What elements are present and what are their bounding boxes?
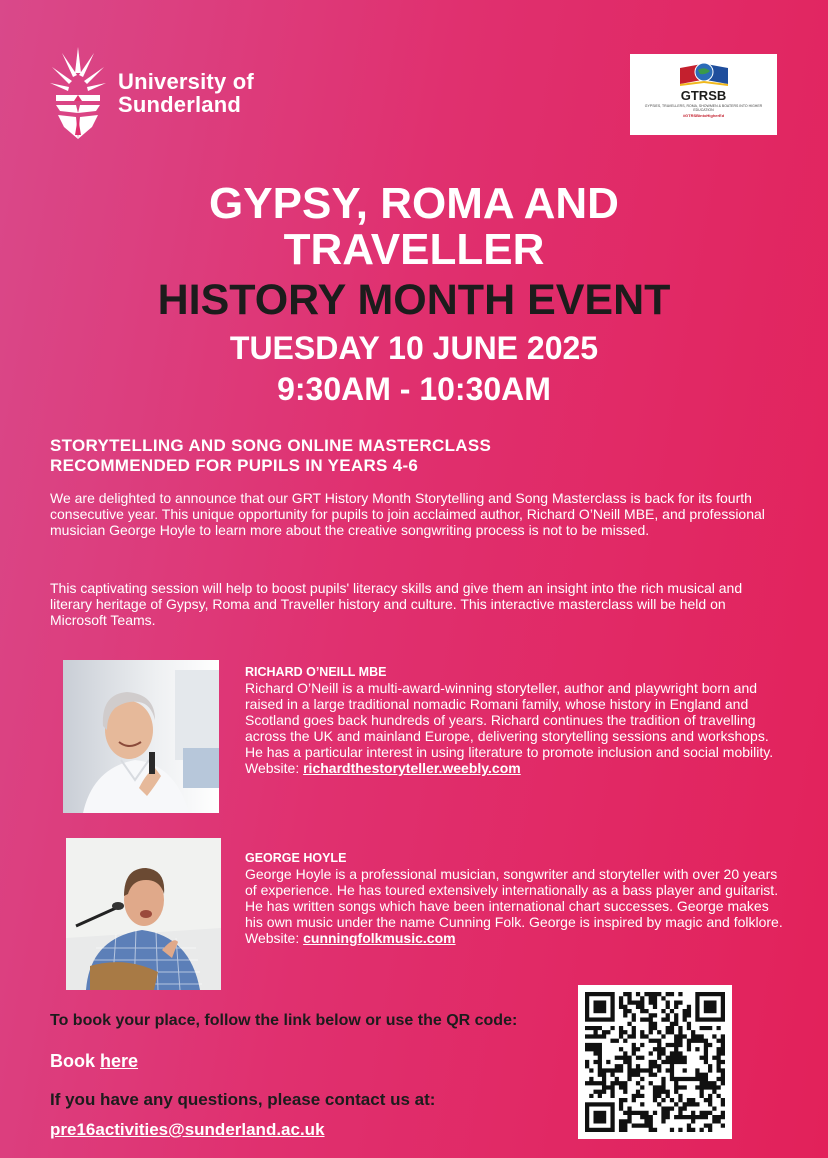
george-hoyle-photo xyxy=(66,838,221,990)
book-here-link[interactable]: here xyxy=(100,1051,139,1071)
event-date: TUESDAY 10 JUNE 2025 xyxy=(229,330,599,366)
george-website-link[interactable]: cunningfolkmusic.com xyxy=(303,930,456,946)
logo-line-1: University of xyxy=(118,69,254,94)
george-website-line xyxy=(245,930,785,946)
contact-instructions: If you have any questions, please contact us at: xyxy=(50,1090,436,1109)
book-prefix: Book xyxy=(50,1051,95,1071)
university-logo xyxy=(50,45,254,141)
richard-bio xyxy=(245,664,785,776)
gtrsb-partner-logo xyxy=(630,54,777,135)
george-bio xyxy=(245,850,785,946)
masterclass-heading: STORYTELLING AND SONG ONLINE MASTERCLASS xyxy=(50,436,492,455)
gtrsb-hashtag: #GTRSBintoHigherEd xyxy=(682,113,725,118)
intro-paragraph-2: This captivating session will help to boost pupils' literacy skills and give them an insight into the rich musical and literary heritage of Gypsy, Roma and Traveller history and culture. This interactive masterclass will be held on Microsoft Teams. xyxy=(50,580,743,628)
book-line xyxy=(50,1051,138,1072)
qr-code-icon xyxy=(578,985,732,1139)
recommendation-heading: RECOMMENDED FOR PUPILS IN YEARS 4-6 xyxy=(50,456,419,475)
richard-bio-text: Richard O’Neill is a multi-award-winning storyteller, author and playwright born and raised in a large traditional nomadic Romani family, whose history in England and Scotland goes back hundreds of years. Richard continues the tradition of travelling across the UK and mainland Europe, delivering storytelling sessions and workshops. He has a particular interest in using literature to promote inclusion and social mobility. xyxy=(245,680,774,760)
richard-name: RICHARD O’NEILL MBE xyxy=(245,665,387,679)
richard-website-line xyxy=(245,760,785,776)
logo-line-2: Sunderland xyxy=(118,92,242,117)
gtrsb-subtitle: GYPSIES, TRAVELLERS, ROMA, SHOWMEN & BOATERS INTO HIGHER EDUCATION xyxy=(644,104,763,112)
book-globe-icon xyxy=(676,60,732,88)
richard-website-link[interactable]: richardthestoryteller.weebly.com xyxy=(303,760,521,776)
intro-paragraph-1: We are delighted to announce that our GRT History Month Storytelling and Song Masterclass is back for its fourth consecutive year. This unique opportunity for pupils to join acclaimed author, Richard O’Neill MBE, and professional musician George Hoyle to learn more about the creative songwriting process is not to be missed. xyxy=(50,490,765,538)
george-name: GEORGE HOYLE xyxy=(245,851,347,865)
richard-website-label: Website: xyxy=(245,760,300,776)
richard-oneill-photo xyxy=(63,660,219,813)
booking-qr-code[interactable] xyxy=(578,985,732,1139)
title-line-1: GYPSY, ROMA AND xyxy=(209,179,619,228)
title-line-2: TRAVELLER xyxy=(283,225,545,274)
event-time: 9:30AM - 10:30AM xyxy=(277,371,551,407)
george-bio-text: George Hoyle is a professional musician, songwriter and storyteller with over 20 years of experience. He has toured extensively internationally as a bass player and guitarist. He has written songs which have been international chart successes. George makes his own music under the name Cunning Folk. George is inspired by magic and folklore. xyxy=(245,866,783,930)
booking-instructions: To book your place, follow the link below or use the QR code: xyxy=(50,1012,518,1029)
george-website-label: Website: xyxy=(245,930,300,946)
sunburst-logo-icon xyxy=(50,45,106,141)
contact-email-link[interactable]: pre16activities@sunderland.ac.uk xyxy=(50,1120,325,1139)
gtrsb-name: GTRSB xyxy=(680,88,727,103)
title-line-3: HISTORY MONTH EVENT xyxy=(157,276,671,324)
